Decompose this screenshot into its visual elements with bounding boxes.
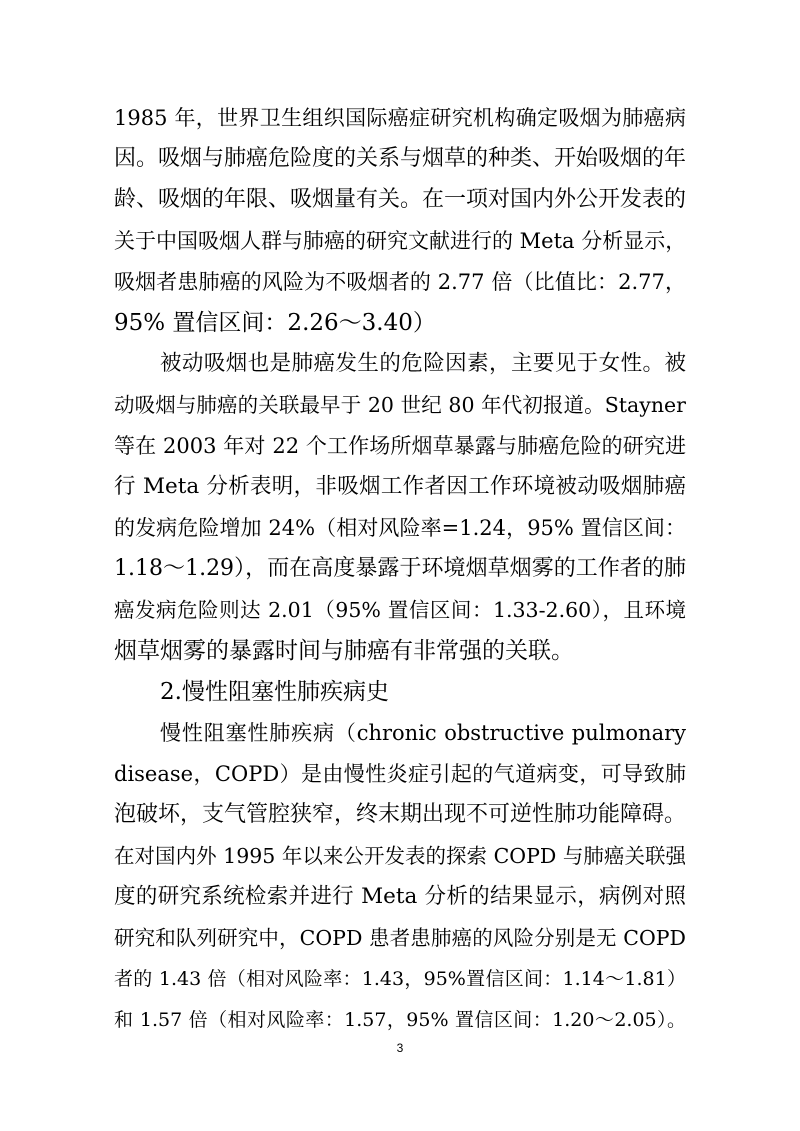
paragraph-1-line-5: 吸烟者患肺癌的风险为不吸烟者的 2.77 倍（比值比：2.77， bbox=[114, 270, 686, 294]
paragraph-2-line-7: 癌发病危险则达 2.01（95% 置信区间：1.33-2.60），且环境 bbox=[114, 598, 686, 622]
paragraph-1-line-1: 1985 年，世界卫生组织国际癌症研究机构确定吸烟为肺癌病 bbox=[114, 106, 686, 130]
paragraph-1-line-3: 龄、吸烟的年限、吸烟量有关。在一项对国内外公开发表的 bbox=[114, 187, 686, 212]
paragraph-3-line-7: 者的 1.43 倍（相对风险率：1.43，95%置信区间：1.14～1.81） bbox=[114, 968, 686, 990]
paragraph-1-line-4: 关于中国吸烟人群与肺癌的研究文献进行的 Meta 分析显示， bbox=[114, 229, 686, 253]
paragraph-2-line-8: 烟草烟雾的暴露时间与肺癌有非常强的关联。 bbox=[114, 638, 574, 664]
paragraph-2-line-3: 等在 2003 年对 22 个工作场所烟草暴露与肺癌危险的研究进 bbox=[114, 434, 686, 458]
paragraph-3-line-8: 和 1.57 倍（相对风险率：1.57，95% 置信区间：1.20～2.05）。 bbox=[114, 1009, 686, 1031]
paragraph-3-line-3: 泡破坏，支气管腔狭窄，终末期出现不可逆性肺功能障碍。 bbox=[114, 802, 686, 827]
paragraph-3-line-1: 慢性阻塞性肺疾病（chronic obstructive pulmonary bbox=[160, 721, 686, 745]
paragraph-3-line-5: 度的研究系统检索并进行 Meta 分析的结果显示，病例对照 bbox=[114, 884, 686, 909]
paragraph-2-line-4: 行 Meta 分析表明，非吸烟工作者因工作环境被动吸烟肺癌 bbox=[114, 474, 686, 499]
paragraph-2-line-1: 被动吸烟也是肺癌发生的危险因素，主要见于女性。被 bbox=[160, 351, 686, 376]
paragraph-3-line-2: disease，COPD）是由慢性炎症引起的气道病变，可导致肺 bbox=[114, 762, 686, 786]
paragraph-2-line-6: 1.18～1.29），而在高度暴露于环境烟草烟雾的工作者的肺 bbox=[114, 556, 686, 581]
paragraph-2-line-5: 的发病危险增加 24%（相对风险率=1.24，95% 置信区间： bbox=[114, 516, 686, 540]
section-heading: 2.慢性阻塞性肺疾病史 bbox=[160, 679, 389, 705]
paragraph-1-line-6: 95% 置信区间：2.26～3.40） bbox=[114, 310, 436, 336]
paragraph-3-line-4: 在对国内外 1995 年以来公开发表的探索 COPD 与肺癌关联强 bbox=[114, 844, 686, 868]
paragraph-3-line-6: 研究和队列研究中，COPD 患者患肺癌的风险分别是无 COPD bbox=[114, 926, 686, 950]
page-number: 3 bbox=[396, 1041, 404, 1055]
paragraph-2-line-2: 动吸烟与肺癌的关联最早于 20 世纪 80 年代初报道。Stayner bbox=[114, 393, 686, 417]
paragraph-1-line-2: 因。吸烟与肺癌危险度的关系与烟草的种类、开始吸烟的年 bbox=[114, 146, 686, 171]
